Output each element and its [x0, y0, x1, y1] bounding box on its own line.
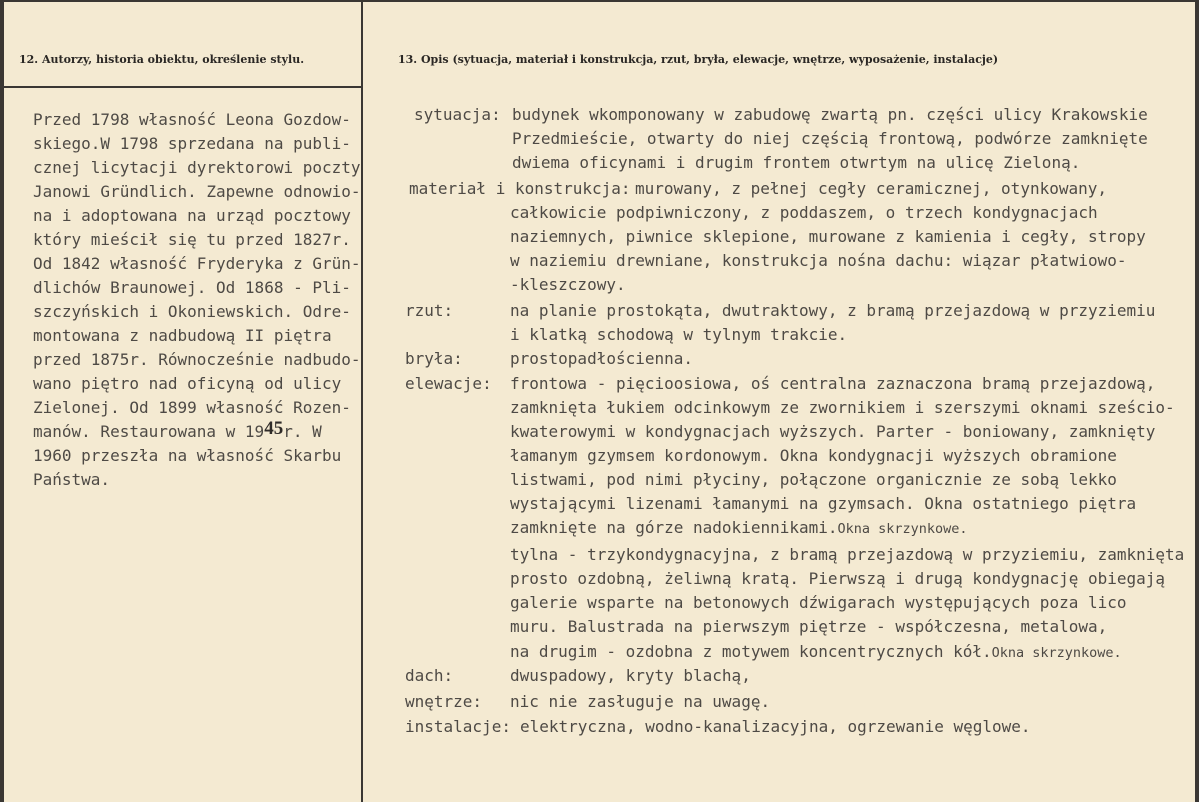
desc-line: prostopadłościenna.: [510, 349, 694, 368]
history-line: Od 1842 własność Fryderyka z Grün-: [33, 254, 361, 273]
history-line: Państwa.: [33, 470, 111, 489]
desc-line: zamknięta łukiem odcinkowym ze zwornikiem i szerszymi oknami sześcio-: [510, 398, 1175, 417]
history-line: cznej licytacji dyrektorowi poczty: [33, 158, 361, 177]
desc-line: prosto ozdobną, żeliwną kratą. Pierwszą i drugą kondygnację obiegają: [510, 569, 1166, 588]
desc-line: na planie prostokąta, dwutraktowy, z bramą przejazdową w przyziemiu: [510, 301, 1156, 320]
left-section-header: 12. Autorzy, historia obiektu, określenie stylu.: [19, 53, 305, 66]
desc-line: Przedmieście, otwarty do niej częścią frontową, podwórze zamknięte: [512, 129, 1148, 148]
desc-line: łamanym gzymsem kordonowym. Okna kondygnacji wyższych obramione: [510, 446, 1117, 465]
desc-line: galerie wsparte na betonowych dźwigarach występujących poza lico: [510, 593, 1127, 612]
desc-line: -kleszczowy.: [510, 275, 626, 294]
label-dach: dach:: [405, 666, 454, 685]
right-section-header: 13. Opis (sytuacja, materiał i konstrukcja, rzut, bryła, elewacje, wnętrze, wyposażenie, instalacje): [398, 53, 999, 66]
history-line: dlichów Braunowej. Od 1868 - Pli-: [33, 278, 351, 297]
label-sytuacja: sytuacja:: [414, 105, 501, 124]
desc-text: na drugim - ozdobna z motywem koncentrycznych kół.: [510, 642, 992, 661]
desc-line: listwami, pod nimi płyciny, połączone organicznie ze sobą lekko: [510, 470, 1117, 489]
desc-line: i klatką schodową w tylnym trakcie.: [510, 325, 848, 344]
handwritten-correction: 45: [264, 418, 284, 439]
history-line: na i adoptowana na urząd pocztowy: [33, 206, 351, 225]
history-line-part: manów. Restaurowana w 19: [33, 422, 265, 441]
history-line: Zielonej. Od 1899 własność Rozen-: [33, 398, 351, 417]
label-elewacje: elewacje:: [405, 374, 492, 393]
desc-line: dwuspadowy, kryty blachą,: [510, 666, 751, 685]
left-border: [0, 0, 4, 802]
desc-line: [510, 641, 1122, 664]
history-line: [33, 418, 322, 443]
history-line: 1960 przeszła na własność Skarbu: [33, 446, 342, 465]
desc-line: naziemnych, piwnice sklepione, murowane z kamienia i cegły, stropy: [510, 227, 1146, 246]
desc-line: kwaterowymi w kondygnacjach wyższych. Parter - boniowany, zamknięty: [510, 422, 1156, 441]
desc-line: całkowicie podpiwniczony, z poddaszem, o trzech kondygnacjach: [510, 203, 1098, 222]
desc-line: dwiema oficynami i drugim frontem otwrtym na ulicę Zieloną.: [512, 153, 1081, 172]
label-instalacje: instalacje:: [405, 717, 511, 736]
desc-line: nic nie zasługuje na uwagę.: [510, 692, 771, 711]
history-line: wano piętro nad oficyną od ulicy: [33, 374, 342, 393]
label-bryla: bryła:: [405, 349, 463, 368]
desc-line: w naziemiu drewniane, konstrukcja nośna dachu: wiązar płatwiowo-: [510, 251, 1127, 270]
label-wnetrze: wnętrze:: [405, 692, 483, 711]
column-divider: [361, 0, 363, 802]
label-rzut: rzut:: [405, 301, 454, 320]
desc-line: elektryczna, wodno-kanalizacyjna, ogrzewanie węglowe.: [520, 717, 1031, 736]
added-note: Okna skrzynkowe.: [991, 645, 1122, 661]
desc-line: muru. Balustrada na pierwszym piętrze - współczesna, metalowa,: [510, 617, 1108, 636]
desc-line: frontowa - pięcioosiowa, oś centralna zaznaczona bramą przejazdową,: [510, 374, 1156, 393]
top-border: [0, 0, 1199, 2]
desc-line: wystającymi lizenami łamanymi na gzymsach. Okna ostatniego piętra: [510, 494, 1137, 513]
history-line: który mieścił się tu przed 1827r.: [33, 230, 351, 249]
history-line: przed 1875r. Równocześnie nadbudo-: [33, 350, 361, 369]
desc-line: budynek wkomponowany w zabudowę zwartą pn. części ulicy Krakowskie: [512, 105, 1148, 124]
history-line-part: r. W: [283, 422, 322, 441]
history-line: montowana z nadbudową II piętra: [33, 326, 332, 345]
history-line: skiego.W 1798 sprzedana na publi-: [33, 134, 351, 153]
desc-line: [510, 517, 968, 540]
desc-text: zamknięte na górze nadokiennikami.: [510, 518, 838, 537]
desc-line: tylna - trzykondygnacyjna, z bramą przejazdową w przyziemiu, zamknięta: [510, 545, 1185, 564]
label-material: materiał i konstrukcja:: [409, 179, 631, 198]
history-line: Janowi Gründlich. Zapewne odnowio-: [33, 182, 361, 201]
history-line: Przed 1798 własność Leona Gozdow-: [33, 110, 351, 129]
history-line: szczyńskich i Okoniewskich. Odre-: [33, 302, 351, 321]
desc-line: murowany, z pełnej cegły ceramicznej, otynkowany,: [635, 179, 1108, 198]
added-note: Okna skrzynkowe.: [837, 521, 968, 537]
header-rule-left: [0, 86, 362, 88]
right-border: [1195, 0, 1199, 802]
